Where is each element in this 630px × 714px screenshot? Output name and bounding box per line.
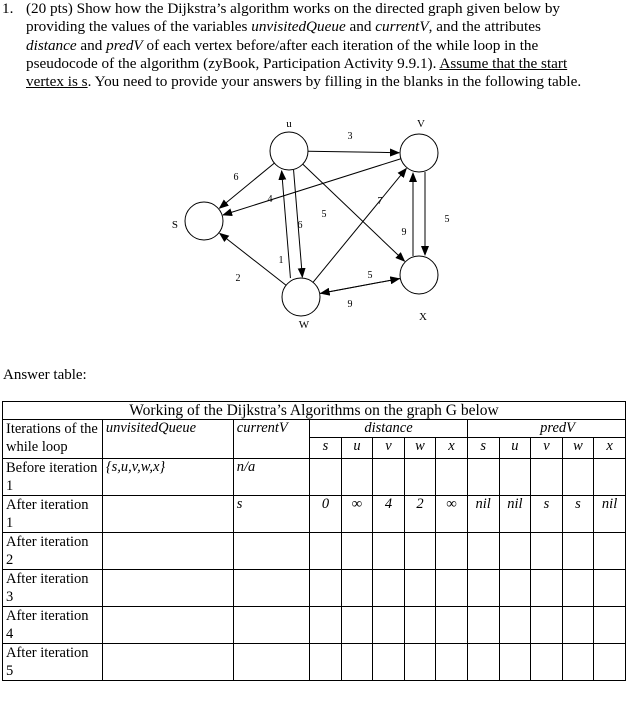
cell-distance-x[interactable] [436, 607, 468, 644]
header-predv: predV [467, 420, 625, 438]
table-title-row [3, 402, 626, 420]
cell-predv-w[interactable] [562, 533, 594, 570]
cell-predv-v[interactable] [531, 570, 562, 607]
edge-weight-x-w: 5 [367, 270, 373, 281]
table-header-row-1 [3, 420, 626, 438]
cell-predv-x[interactable] [594, 607, 626, 644]
cell-distance-s[interactable] [310, 644, 341, 681]
answer-label: Answer table: [3, 367, 87, 383]
cell-distance-x[interactable] [436, 459, 468, 496]
cell-distance-u[interactable] [341, 607, 373, 644]
header-distance-u: u [341, 438, 373, 459]
cell-predv-s[interactable] [467, 570, 499, 607]
cell-distance-u[interactable] [341, 533, 373, 570]
header-predv-x: x [594, 438, 626, 459]
cell-unvisited[interactable] [102, 607, 233, 644]
question-number: 1. [2, 0, 14, 17]
cell-current[interactable] [233, 570, 309, 607]
cell-unvisited[interactable] [102, 496, 233, 533]
cell-predv-s[interactable] [467, 607, 499, 644]
table-row [3, 570, 626, 607]
cell-distance-u[interactable] [341, 459, 373, 496]
table-row [3, 644, 626, 681]
table-row [3, 496, 626, 533]
cell-predv-v[interactable]: s [531, 496, 562, 533]
vertex-x [400, 256, 438, 294]
cell-predv-s[interactable] [467, 644, 499, 681]
cell-predv-u[interactable]: nil [499, 496, 531, 533]
cell-distance-w[interactable] [404, 644, 436, 681]
q-l3a: distance [26, 36, 77, 54]
graph-nodes [172, 118, 438, 331]
cell-predv-u[interactable] [499, 570, 531, 607]
header-predv-v: v [531, 438, 562, 459]
cell-distance-u[interactable]: ∞ [341, 496, 373, 533]
q-after-vars: , and the attributes [428, 18, 541, 36]
cell-distance-v[interactable] [373, 644, 404, 681]
table-title: Working of the Dijkstra’s Algorithms on the graph G below [3, 402, 626, 420]
header-distance-x: x [436, 438, 468, 459]
cell-predv-u[interactable] [499, 607, 531, 644]
cell-predv-s[interactable] [467, 533, 499, 570]
cell-distance-w[interactable] [404, 570, 436, 607]
edge-weight-w-v: 7 [377, 196, 383, 207]
q-l4a: pseudocode of the algorithm (zyBook, Participation Activity 9.9.1). [26, 54, 440, 72]
row-label: After iteration 2 [3, 533, 103, 570]
header-predv-s: s [467, 438, 499, 459]
header-current: currentV [233, 420, 309, 459]
cell-unvisited[interactable]: {s,u,v,w,x} [102, 459, 233, 496]
cell-predv-w[interactable] [562, 459, 594, 496]
edge-u-x [303, 164, 405, 261]
cell-predv-w[interactable] [562, 607, 594, 644]
header-distance: distance [310, 420, 468, 438]
answer-table [2, 401, 626, 681]
cell-predv-u[interactable] [499, 644, 531, 681]
table-row [3, 459, 626, 496]
cell-distance-x[interactable] [436, 644, 468, 681]
cell-predv-s[interactable] [467, 459, 499, 496]
cell-predv-x[interactable]: nil [594, 496, 626, 533]
table-row [3, 607, 626, 644]
header-distance-w: w [404, 438, 436, 459]
cell-predv-v[interactable] [531, 644, 562, 681]
row-label: After iteration 5 [3, 644, 103, 681]
q-l3c: predV [106, 36, 143, 54]
cell-current[interactable]: n/a [233, 459, 309, 496]
cell-distance-w[interactable] [404, 607, 436, 644]
cell-predv-w[interactable] [562, 644, 594, 681]
vertex-v [400, 134, 438, 172]
vertex-label-v: V [417, 118, 425, 130]
cell-unvisited[interactable] [102, 570, 233, 607]
cell-predv-x[interactable] [594, 644, 626, 681]
q-l3d: of each vertex before/after each iteration of the while loop in the [142, 36, 539, 54]
vertex-u [270, 132, 308, 170]
vertex-w [282, 278, 320, 316]
edge-weight-u-x: 5 [321, 209, 327, 220]
vertex-label-w: W [298, 319, 310, 331]
q-var-unvisited: unvisitedQueue [251, 18, 346, 36]
edge-w-x [320, 279, 400, 294]
edge-weight-x-v: 9 [401, 227, 407, 238]
row-label: Before iteration 1 [3, 459, 103, 496]
cell-predv-x[interactable] [594, 533, 626, 570]
edge-w-s [220, 233, 286, 285]
edge-weight-u-w: 6 [297, 220, 303, 231]
q-l1: (20 pts) Show how the Dijkstra’s algorithm works on the directed graph given below by [26, 0, 561, 17]
cell-predv-x[interactable] [594, 570, 626, 607]
table-row [3, 533, 626, 570]
edge-weight-w-s: 2 [235, 273, 241, 284]
cell-predv-u[interactable] [499, 459, 531, 496]
cell-distance-v[interactable]: 4 [373, 496, 404, 533]
q-l2a: providing the values of the variables [26, 18, 252, 36]
cell-predv-v[interactable] [531, 533, 562, 570]
cell-unvisited[interactable] [102, 533, 233, 570]
edge-weight-w-u: 1 [278, 255, 284, 266]
edge-w-v [313, 168, 406, 282]
cell-predv-s[interactable]: nil [467, 496, 499, 533]
row-label: After iteration 1 [3, 496, 103, 533]
edge-weight-v-s: 4 [267, 194, 273, 205]
row-label: After iteration 3 [3, 570, 103, 607]
header-distance-v: v [373, 438, 404, 459]
row-label: After iteration 4 [3, 607, 103, 644]
header-distance-s: s [310, 438, 341, 459]
cell-distance-w[interactable] [404, 533, 436, 570]
cell-distance-v[interactable] [373, 570, 404, 607]
cell-current[interactable]: s [233, 496, 309, 533]
vertex-label-x: X [419, 311, 427, 323]
header-iterations: Iterations of the while loop [3, 420, 103, 459]
header-predv-w: w [562, 438, 594, 459]
cell-distance-u[interactable] [341, 644, 373, 681]
q-var-current: currentV [375, 18, 429, 36]
cell-distance-v[interactable] [373, 607, 404, 644]
cell-predv-w[interactable]: s [562, 496, 594, 533]
cell-distance-x[interactable] [436, 533, 468, 570]
cell-distance-u[interactable] [341, 570, 373, 607]
cell-current[interactable] [233, 607, 309, 644]
cell-distance-s[interactable] [310, 459, 341, 496]
edge-weight-v-x: 5 [444, 214, 450, 225]
edge-weight-u-v: 3 [347, 131, 353, 142]
cell-distance-v[interactable] [373, 533, 404, 570]
cell-distance-s[interactable] [310, 533, 341, 570]
q-l5a: vertex is s [26, 73, 88, 91]
cell-distance-x[interactable]: ∞ [436, 496, 468, 533]
cell-predv-v[interactable] [531, 607, 562, 644]
edge-weight-w-x: 9 [347, 299, 353, 310]
edge-u-v [308, 151, 399, 152]
cell-distance-w[interactable]: 2 [404, 496, 436, 533]
cell-distance-w[interactable] [404, 459, 436, 496]
vertex-s [185, 202, 223, 240]
cell-distance-s[interactable] [310, 607, 341, 644]
cell-current[interactable] [233, 533, 309, 570]
edge-v-s [223, 159, 401, 215]
cell-distance-s[interactable]: 0 [310, 496, 341, 533]
cell-predv-u[interactable] [499, 533, 531, 570]
header-unvisited: unvisitedQueue [102, 420, 233, 459]
q-assume: Assume that the start [439, 54, 568, 72]
cell-predv-v[interactable] [531, 459, 562, 496]
cell-distance-s[interactable] [310, 570, 341, 607]
cell-predv-w[interactable] [562, 570, 594, 607]
cell-unvisited[interactable] [102, 644, 233, 681]
header-predv-u: u [499, 438, 531, 459]
vertex-label-s: S [171, 219, 178, 231]
cell-distance-x[interactable] [436, 570, 468, 607]
cell-predv-x[interactable] [594, 459, 626, 496]
q-and: and [345, 18, 376, 36]
q-l5b: . You need to provide your answers by filling in the blanks in the following table. [87, 73, 582, 91]
cell-current[interactable] [233, 644, 309, 681]
cell-distance-v[interactable] [373, 459, 404, 496]
vertex-label-u: u [286, 118, 292, 130]
q-l3b: and [76, 36, 107, 54]
edge-weight-u-s: 6 [233, 172, 239, 183]
